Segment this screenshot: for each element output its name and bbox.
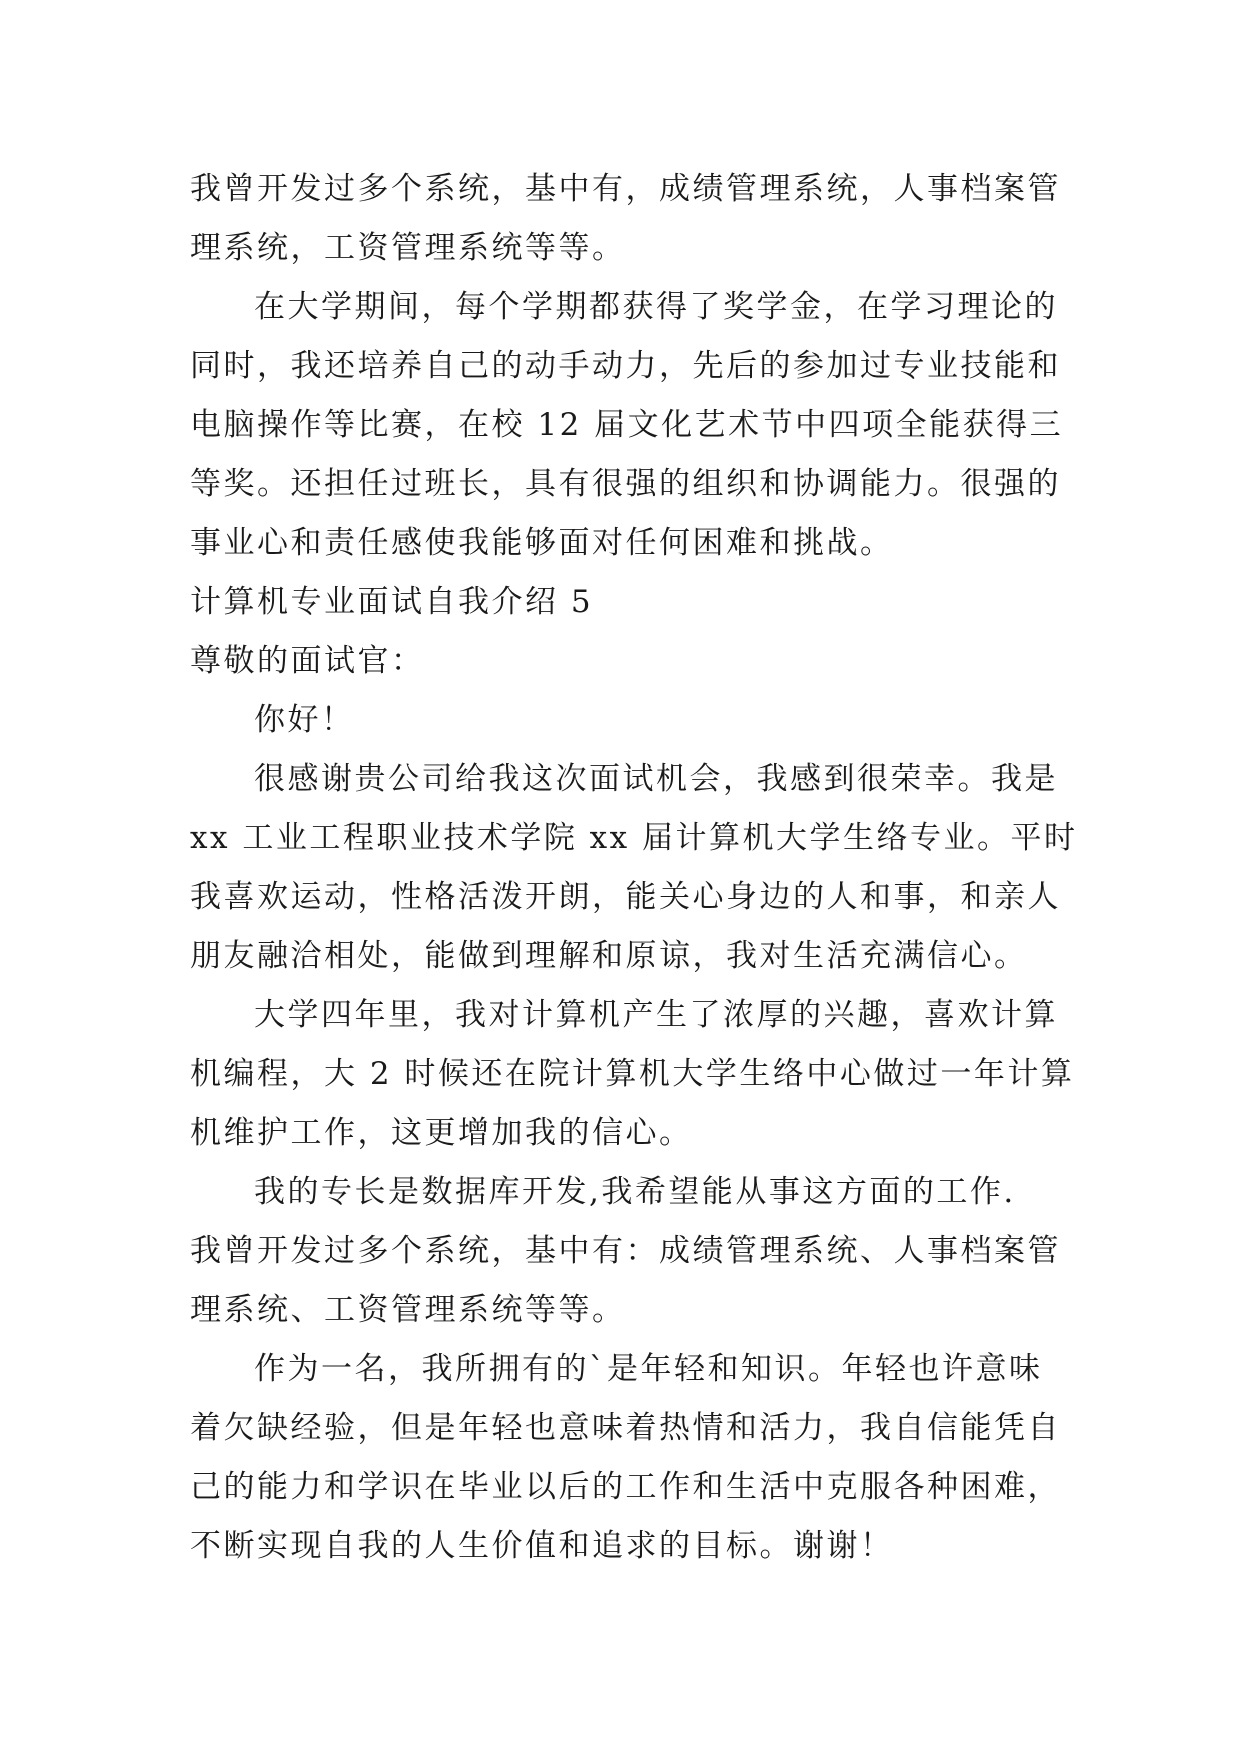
greeting: 你好！	[254, 702, 355, 738]
body-line: 理系统、工资管理系统等等。	[190, 1292, 626, 1328]
body-line: xx 工业工程职业技术学院 xx 届计算机大学生络专业。平时	[190, 820, 1078, 856]
body-line: 我的专长是数据库开发,我希望能从事这方面的工作.	[254, 1174, 1016, 1210]
body-line: 同时，我还培养自己的动手动力，先后的参加过专业技能和	[190, 348, 1061, 384]
body-line: 机维护工作，这更增加我的信心。	[190, 1115, 693, 1151]
body-line: 等奖。还担任过班长，具有很强的组织和协调能力。很强的	[190, 466, 1061, 502]
body-line: 不断实现自我的人生价值和追求的目标。谢谢！	[190, 1528, 894, 1564]
body-line: 作为一名，我所拥有的`是年轻和知识。年轻也许意味	[254, 1351, 1043, 1387]
salutation: 尊敬的面试官：	[190, 643, 425, 679]
document-body	[190, 160, 1078, 1576]
body-line: 我曾开发过多个系统，基中有：成绩管理系统、人事档案管	[190, 1233, 1061, 1269]
body-line: 事业心和责任感使我能够面对任何困难和挑战。	[190, 525, 894, 561]
body-line: 在大学期间，每个学期都获得了奖学金，在学习理论的	[254, 289, 1058, 325]
body-line: 着欠缺经验，但是年轻也意味着热情和活力，我自信能凭自	[190, 1410, 1061, 1446]
section-heading: 计算机专业面试自我介绍 5	[190, 584, 594, 620]
body-line: 理系统，工资管理系统等等。	[190, 230, 626, 266]
body-line: 机编程，大 2 时候还在院计算机大学生络中心做过一年计算	[190, 1056, 1075, 1092]
body-line: 朋友融洽相处，能做到理解和原谅，我对生活充满信心。	[190, 938, 1028, 974]
body-line: 我曾开发过多个系统，基中有，成绩管理系统，人事档案管	[190, 171, 1061, 207]
body-line: 我喜欢运动，性格活泼开朗，能关心身边的人和事，和亲人	[190, 879, 1061, 915]
body-line: 电脑操作等比赛，在校 12 届文化艺术节中四项全能获得三	[190, 407, 1064, 443]
body-line: 很感谢贵公司给我这次面试机会，我感到很荣幸。我是	[254, 761, 1058, 797]
body-line: 大学四年里，我对计算机产生了浓厚的兴趣，喜欢计算	[254, 997, 1058, 1033]
body-line: 己的能力和学识在毕业以后的工作和生活中克服各种困难，	[190, 1469, 1061, 1505]
